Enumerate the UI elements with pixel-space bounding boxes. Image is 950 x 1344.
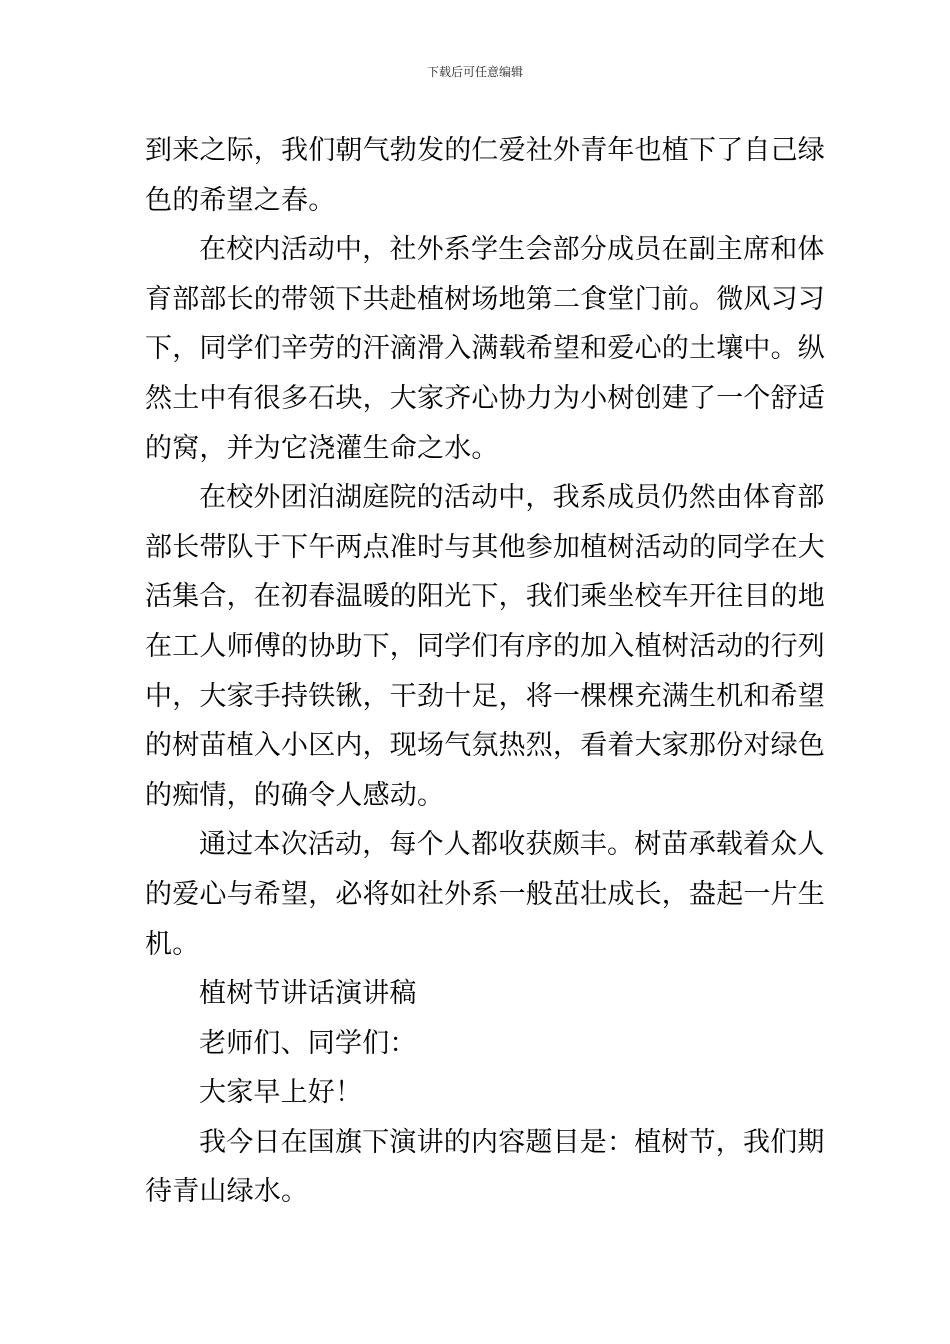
- text-line-1: 到来之际，我们朝气勃发的仁爱社外青年也植下了自己绿: [145, 135, 825, 166]
- text-line-5: 下，同学们辛劳的汗滴滑入满载希望和爱心的土壤中。纵: [145, 333, 825, 365]
- text-line-4: 育部部长的带领下共赴植树场地第二食堂门前。微风习习: [145, 283, 825, 315]
- text-line-6: 然土中有很多石块，大家齐心协力为小树创建了一个舒适: [145, 382, 825, 414]
- text-line-11: 在工人师傅的协助下，同学们有序的加入植树活动的行列: [145, 630, 825, 662]
- text-line-17: 机。: [145, 928, 200, 960]
- speech-title: 植树节讲话演讲稿: [199, 978, 417, 1010]
- text-line-12: 中，大家手持铁锹，干劲十足，将一棵棵充满生机和希望: [145, 680, 825, 712]
- text-line-8: 在校外团泊湖庭院的活动中，我系成员仍然由体育部: [199, 482, 825, 514]
- text-line-7: 的窝，并为它浇灌生命之水。: [145, 432, 499, 464]
- salutation: 老师们、同学们：: [199, 1027, 417, 1059]
- text-line-14: 的痴情，的确令人感动。: [145, 779, 445, 811]
- text-line-22: 待青山绿水。: [145, 1176, 309, 1208]
- text-line-3: 在校内活动中，社外系学生会部分成员在副主席和体: [199, 234, 825, 266]
- text-line-13: 的树苗植入小区内，现场气氛热烈，看着大家那份对绿色: [145, 730, 825, 762]
- text-line-10: 活集合，在初春温暖的阳光下，我们乘坐校车开往目的地: [145, 581, 825, 613]
- text-line-9: 部长带队于下午两点准时与其他参加植树活动的同学在大: [145, 531, 825, 563]
- document-body: [145, 126, 825, 1217]
- page-header-note: 下载后可任意编辑: [426, 65, 523, 79]
- text-line-2: 色的希望之春。: [145, 184, 336, 216]
- text-line-16: 的爱心与希望，必将如社外系一般茁壮成长，盎起一片生: [145, 878, 825, 910]
- text-line-15: 通过本次活动，每个人都收获颇丰。树苗承载着众人: [199, 829, 825, 861]
- text-line-21: 我今日在国旗下演讲的内容题目是：植树节，我们期: [199, 1126, 825, 1158]
- greeting: 大家早上好！: [199, 1077, 363, 1109]
